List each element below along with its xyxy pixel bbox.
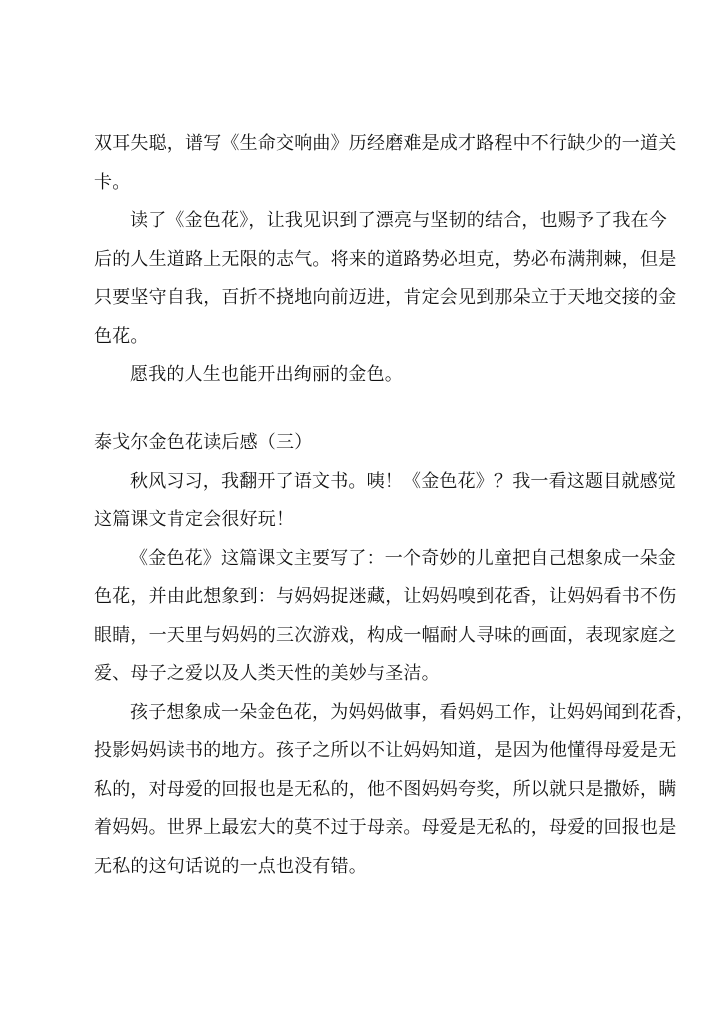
text-line-14: 孩子想象成一朵金色花，为妈妈做事，看妈妈工作，让妈妈闻到花香， xyxy=(130,702,695,723)
section-heading: 泰戈尔金色花读后感（三） xyxy=(94,432,313,453)
text-line-5: 只要坚守自我，百折不挠地向前迈进，肯定会见到那朵立于天地交接的金 xyxy=(94,287,677,308)
text-line-10: 《金色花》这篇课文主要写了：一个奇妙的儿童把自己想象成一朵金 xyxy=(130,548,676,569)
text-line-1: 双耳失聪，谱写《生命交响曲》历经磨难是成才路程中不行缺少的一道关 xyxy=(94,133,677,154)
text-line-2: 卡。 xyxy=(94,172,131,193)
text-line-16: 私的，对母爱的回报也是无私的，他不图妈妈夸奖，所以就只是撒娇，瞒 xyxy=(94,779,677,800)
text-line-6: 色花。 xyxy=(94,326,149,347)
text-line-13: 爱、母子之爱以及人类天性的美妙与圣洁。 xyxy=(94,663,440,684)
text-line-17: 着妈妈。世界上最宏大的莫不过于母亲。母爱是无私的，母爱的回报也是 xyxy=(94,817,677,838)
text-line-3: 读了《金色花》，让我见识到了漂亮与坚韧的结合，也赐予了我在今 xyxy=(130,210,667,231)
text-line-12: 眼睛，一天里与妈妈的三次游戏，构成一幅耐人寻味的画面，表现家庭之 xyxy=(94,625,677,646)
text-line-4: 后的人生道路上无限的志气。将来的道路势必坦克，势必布满荆棘，但是 xyxy=(94,249,677,270)
text-line-15: 投影妈妈读书的地方。孩子之所以不让妈妈知道，是因为他懂得母爱是无 xyxy=(94,740,677,761)
text-line-8: 秋风习习，我翻开了语文书。咦！《金色花》？我一看这题目就感觉 xyxy=(130,471,676,492)
text-line-11: 色花，并由此想象到：与妈妈捉迷藏，让妈妈嗅到花香，让妈妈看书不伤 xyxy=(94,586,677,607)
text-line-18: 无私的这句话说的一点也没有错。 xyxy=(94,856,367,877)
text-line-7: 愿我的人生也能开出绚丽的金色。 xyxy=(130,364,403,385)
text-line-9: 这篇课文肯定会很好玩！ xyxy=(94,509,295,530)
